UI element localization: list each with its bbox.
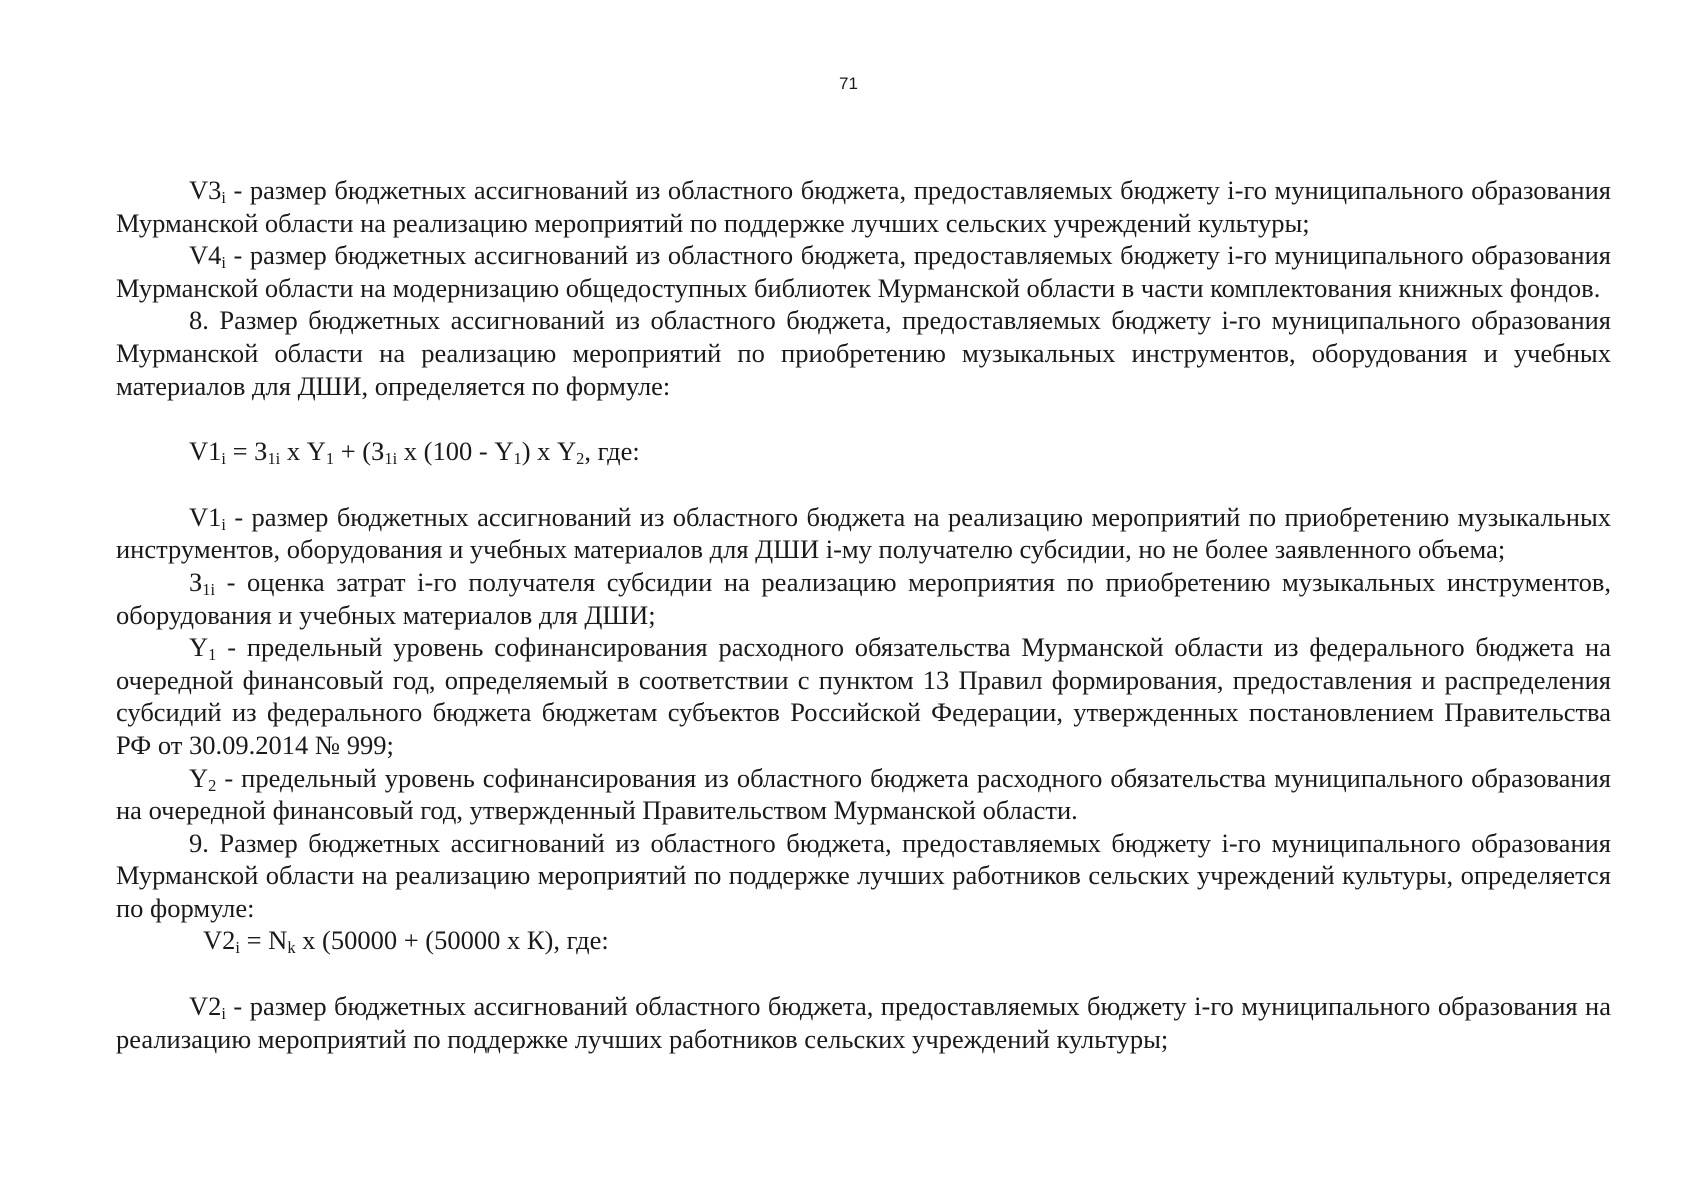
- formula-part: х (100 - Y: [397, 436, 514, 467]
- symbol: V3: [189, 175, 222, 205]
- formula-part: V1: [189, 436, 222, 467]
- subscript: 1i: [267, 449, 281, 469]
- formula-part: + (З: [334, 436, 385, 467]
- subscript: 1: [208, 645, 217, 665]
- symbol: Y: [189, 632, 209, 663]
- subscript: i: [221, 1004, 226, 1024]
- subscript: 2: [208, 775, 217, 795]
- definition-y1: [116, 631, 1611, 761]
- clause-9: 9. Размер бюджетных ассигнований из областного бюджета, предоставляемых бюджету i-го муниципального образования Мурманской области на реализацию мероприятий по поддержке лучших работников сельских учреждений культуры, определяется по формуле:: [116, 827, 1611, 923]
- clause-8: 8. Размер бюджетных ассигнований из областного бюджета, предоставляемых бюджету i-го муниципального образования Мурманской области на реализацию мероприятий по приобретению музыкальных инструментов, оборудования и учебных материалов для ДШИ, определяется по формуле:: [116, 305, 1611, 401]
- definition-y2: [116, 762, 1611, 827]
- definition-text: - предельный уровень софинансирования расходного обязательства Мурманской области из федерального бюджета на очередной финансовый год, определяемый в соответствии с пунктом 13 Правил формирования, предоставления и распределения субсидий из федерального бюджета бюджетам субъектов Российской Федерации, утвержденных постановлением Правительства РФ от 30.09.2014 № 999;: [116, 632, 1611, 760]
- subscript: i: [221, 188, 226, 208]
- formula-v2: [116, 924, 1611, 957]
- subscript: 1: [513, 449, 522, 469]
- subscript: i: [221, 514, 226, 534]
- formula-v1: [116, 435, 1611, 468]
- definition-text: - размер бюджетных ассигнований из областного бюджета, предоставляемых бюджету i-го муниципального образования Мурманской области на модернизацию общедоступных библиотек Мурманской области в части комплектования книжных фондов.: [116, 240, 1611, 303]
- subscript: 2: [576, 449, 585, 469]
- subscript: 1i: [202, 580, 216, 600]
- definition-text: - размер бюджетных ассигнований из областного бюджета на реализацию мероприятий по приобретению музыкальных инструментов, оборудования и учебных материалов для ДШИ i-му получателю субсидии, но не более заявленного объема;: [116, 501, 1611, 565]
- formula-part: х Y: [280, 436, 326, 467]
- symbol: V4: [189, 240, 222, 271]
- subscript: i: [221, 253, 226, 273]
- symbol: Y: [189, 762, 209, 793]
- definition-v3: [116, 174, 1611, 239]
- definition-v4: [116, 239, 1611, 304]
- subscript: i: [221, 449, 226, 469]
- formula-part: V2: [203, 925, 236, 956]
- document-body: [116, 174, 1611, 1055]
- formula-part: х (50000 + (50000 х К), где:: [295, 925, 609, 956]
- page-number: 71: [839, 74, 858, 93]
- formula-part: ) х Y: [521, 436, 577, 467]
- formula-part: = N: [239, 925, 288, 956]
- subscript: k: [287, 938, 296, 958]
- definition-v1: [116, 501, 1611, 566]
- symbol: З: [189, 566, 203, 597]
- definition-z1: [116, 566, 1611, 631]
- symbol: V2: [189, 991, 222, 1022]
- subscript: i: [235, 938, 240, 958]
- definition-text: - предельный уровень софинансирования из областного бюджета расходного обязательства муниципального образования на очередной финансовый год, утвержденный Правительством Мурманской области.: [116, 762, 1611, 826]
- formula-part: , где:: [584, 436, 640, 467]
- definition-text: - оценка затрат i-го получателя субсидии на реализацию мероприятия по приобретению музыкальных инструментов, оборудования и учебных материалов для ДШИ;: [116, 566, 1611, 630]
- definition-text: - размер бюджетных ассигнований областного бюджета, предоставляемых бюджету i-го муниципального образования на реализацию мероприятий по поддержке лучших работников сельских учреждений культуры;: [116, 991, 1611, 1054]
- definition-v2: [116, 990, 1611, 1055]
- subscript: 1i: [384, 449, 398, 469]
- formula-part: = З: [225, 436, 268, 467]
- definition-text: - размер бюджетных ассигнований из областного бюджета, предоставляемых бюджету i-го муниципального образования Мурманской области на реализацию мероприятий по поддержке лучших сельских учреждений культуры;: [116, 175, 1611, 238]
- symbol: V1: [189, 501, 222, 532]
- subscript: 1: [325, 449, 335, 469]
